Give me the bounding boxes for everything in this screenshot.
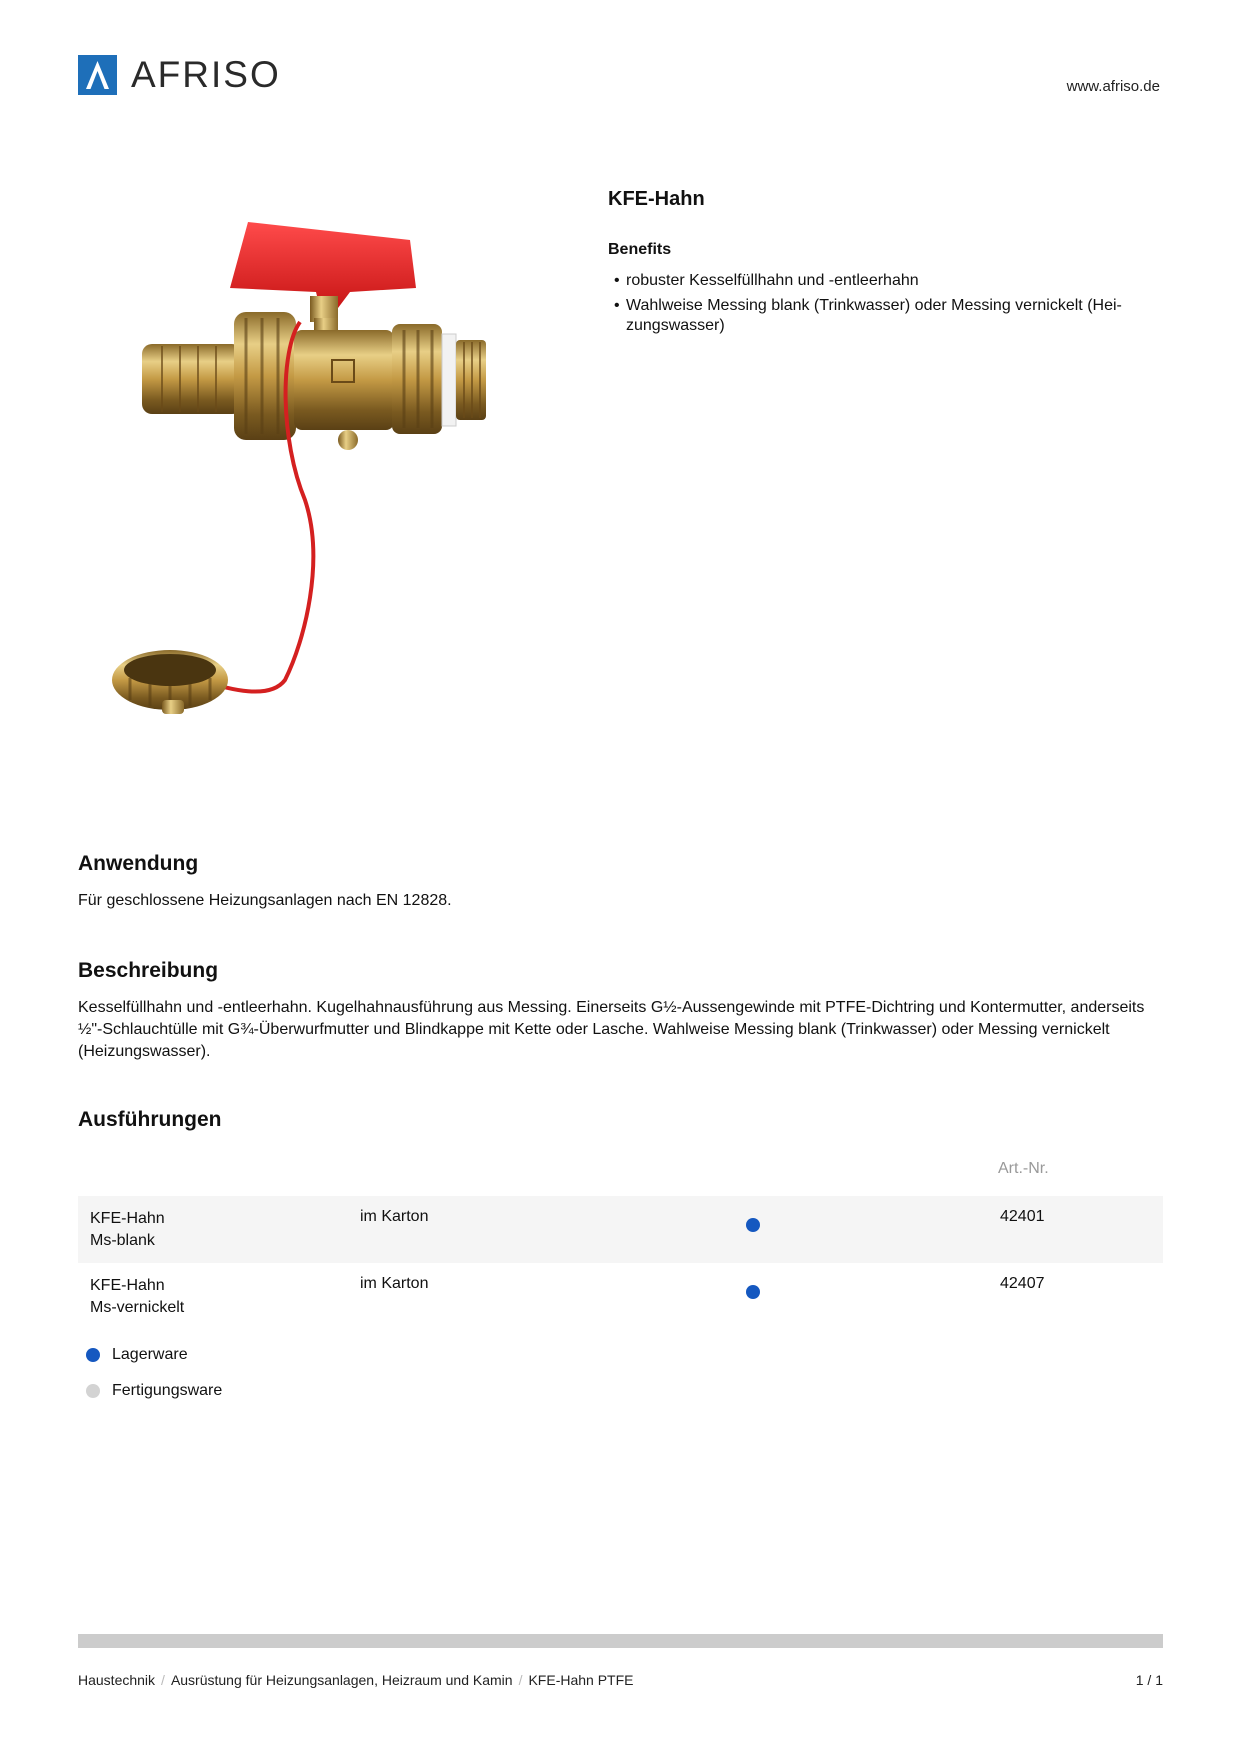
- breadcrumb: [78, 1672, 1163, 1688]
- availability-legend: [86, 1344, 222, 1416]
- legend-item-lagerware: [86, 1344, 222, 1366]
- stock-status-icon: [746, 1285, 760, 1299]
- variant-name: [90, 1275, 184, 1319]
- brand-name: AFRISO: [131, 54, 281, 95]
- variant-name-line2: Ms-blank: [90, 1232, 155, 1249]
- variant-name-line1: KFE-Hahn: [90, 1210, 165, 1227]
- ausfuehrungen-heading: Ausführungen: [78, 1108, 222, 1131]
- variant-name-line2: Ms-vernickelt: [90, 1299, 185, 1316]
- section-anwendung: [78, 852, 1163, 912]
- product-info: [608, 188, 1168, 341]
- footer-bar: [78, 1634, 1163, 1648]
- legend-label: Lagerware: [112, 1346, 188, 1363]
- anwendung-text: Für geschlossene Heizungsanlagen nach EN 12828.: [78, 892, 452, 909]
- table-row: [78, 1263, 1163, 1330]
- page-header: [0, 0, 1240, 120]
- breadcrumb-separator: /: [518, 1672, 523, 1688]
- article-number: 42407: [1000, 1275, 1045, 1292]
- breadcrumb-separator: /: [161, 1672, 165, 1688]
- legend-label: Fertigungsware: [112, 1382, 223, 1399]
- stock-status-icon: [746, 1218, 760, 1232]
- breadcrumb-item[interactable]: Haustechnik: [78, 1672, 156, 1688]
- product-title: KFE-Hahn: [608, 188, 705, 210]
- variant-name-line1: KFE-Hahn: [90, 1277, 165, 1294]
- article-number: 42401: [1000, 1208, 1045, 1225]
- afriso-logo-mark-icon: [78, 55, 117, 95]
- table-header: [78, 1160, 1163, 1196]
- page-number: 1 / 1: [1135, 1672, 1163, 1688]
- packaging: im Karton: [360, 1208, 429, 1225]
- benefit-item: • robuster Kesselfüllhahn und -entleerhahn: [608, 271, 1168, 291]
- stock-dot-icon: [86, 1348, 100, 1362]
- benefits-list: [608, 271, 1168, 336]
- benefit-item: • Wahlweise Messing blank (Trinkwasser) oder Messing vernickelt (Hei-zungswasser): [608, 296, 1168, 336]
- website-link[interactable]: www.afriso.de: [1066, 78, 1160, 95]
- packaging: im Karton: [360, 1275, 429, 1292]
- anwendung-heading: Anwendung: [78, 852, 199, 875]
- product-photo: [110, 200, 580, 780]
- breadcrumb-item[interactable]: KFE-Hahn PTFE: [528, 1672, 634, 1688]
- variant-name: [90, 1208, 165, 1252]
- page-footer: [78, 1672, 1163, 1688]
- beschreibung-heading: Beschreibung: [78, 959, 219, 982]
- beschreibung-text: Kesselfüllhahn und -entleerhahn. Kugelhahnausführung aus Messing. Einerseits G½-Aussengewinde mit PTFE-Dichtring und Kontermutter, anderseits ½"-Schlauchtülle mit G¾-Überwurfmutter und Blindkappe mit Kette oder Lasche. Wahlweise Messing blank (Trinkwasser) oder Messing vernickelt (Heizungswasser).: [78, 999, 1145, 1060]
- art-nr-column-header: Art.-Nr.: [998, 1160, 1049, 1177]
- production-dot-icon: [86, 1384, 100, 1398]
- legend-item-fertigungsware: [86, 1380, 222, 1402]
- variants-table: [78, 1160, 1163, 1330]
- table-row: [78, 1196, 1163, 1263]
- afriso-logo[interactable]: [78, 55, 281, 95]
- breadcrumb-item[interactable]: Ausrüstung für Heizungsanlagen, Heizraum und Kamin: [170, 1672, 513, 1688]
- section-ausfuehrungen: [78, 1108, 1163, 1146]
- benefits-heading: Benefits: [608, 241, 672, 258]
- section-beschreibung: [78, 959, 1163, 1063]
